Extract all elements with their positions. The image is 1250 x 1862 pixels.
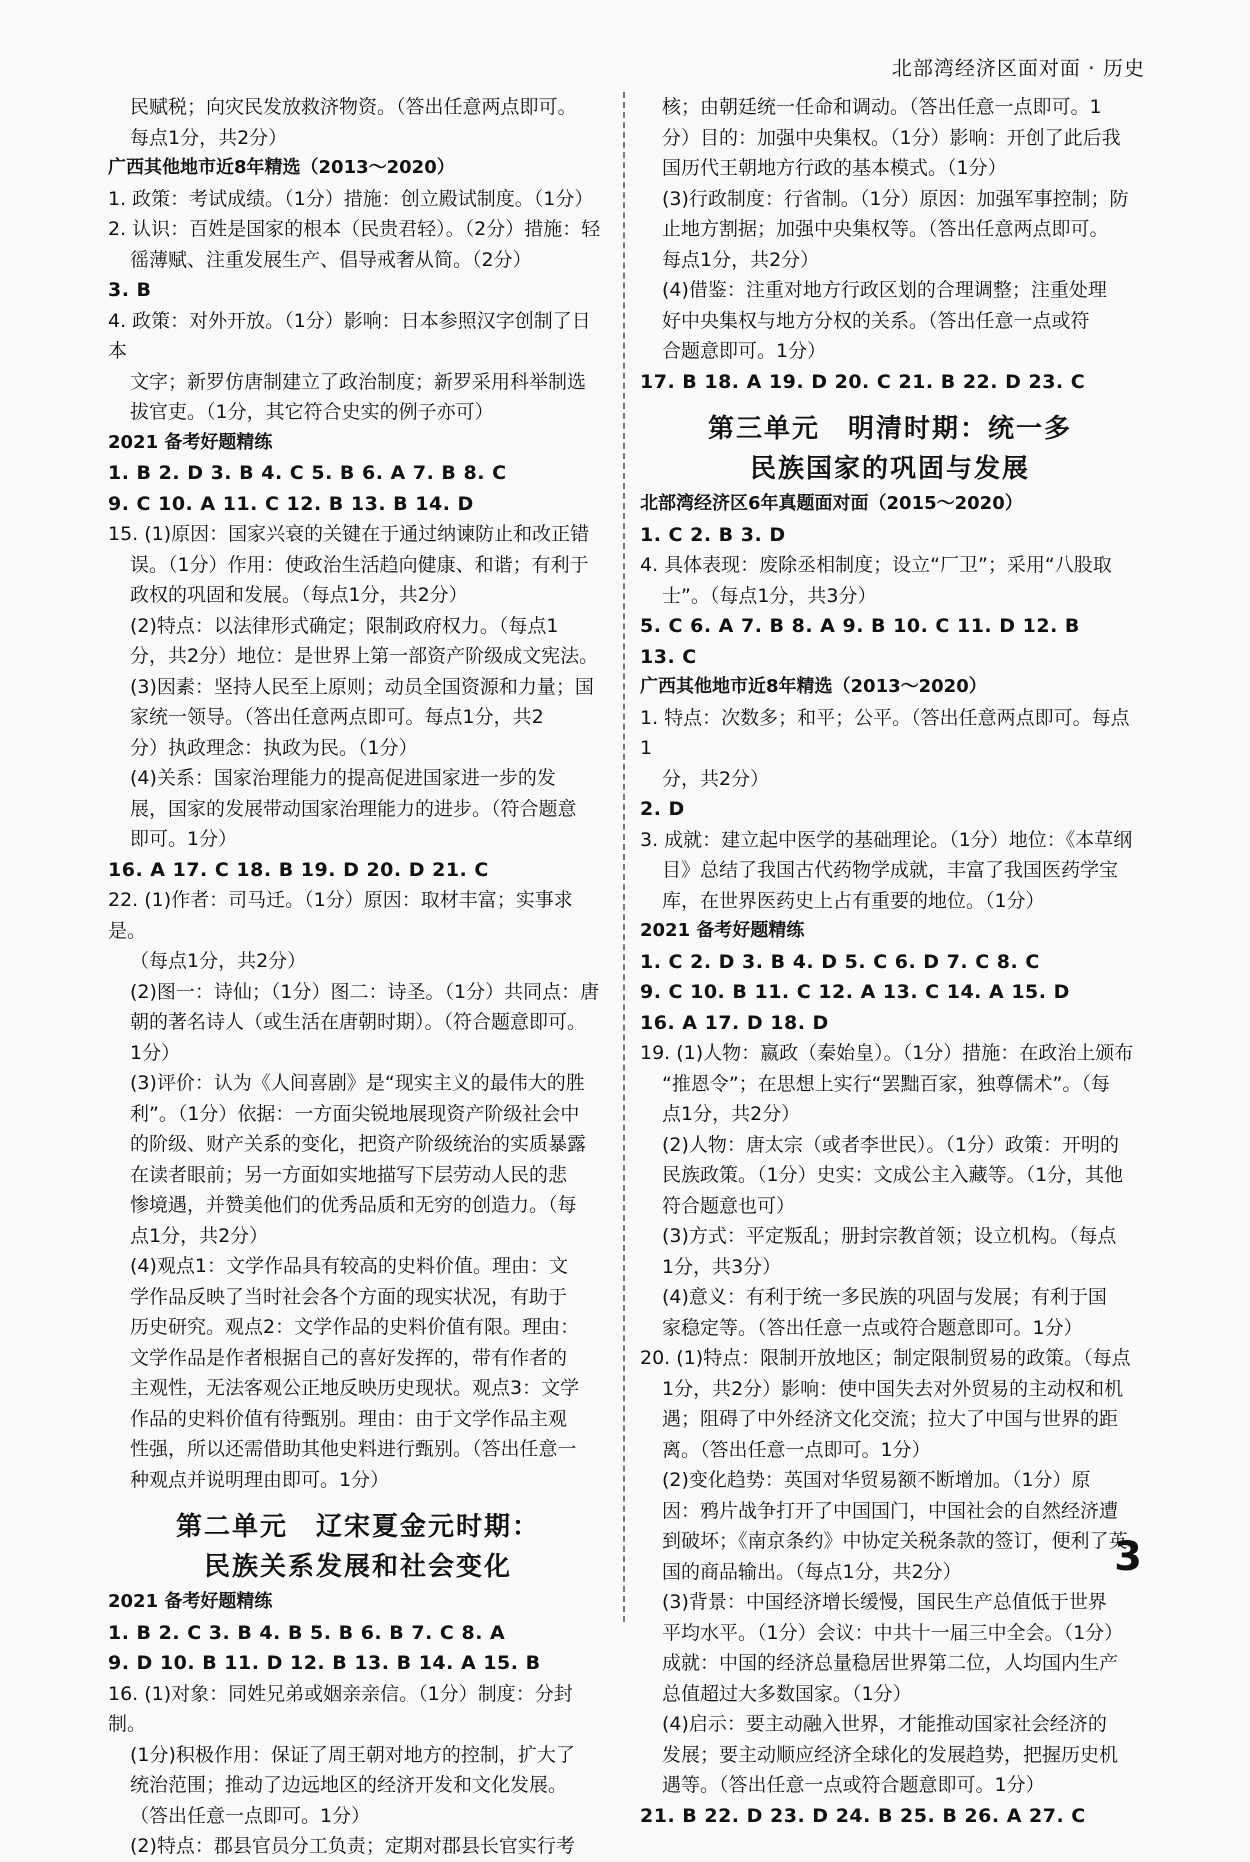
text-line: (4)启示：要主动融入世界，才能推动国家社会经济的 (662, 1713, 1107, 1735)
text-line: (2)特点：郡县官员分工负责；定期对郡县长官实行考 (130, 1835, 575, 1857)
text-line: 文字；新罗仿唐制建立了政治制度；新罗采用科举制选 (130, 370, 587, 393)
text-line: （每点1分，共2分） (130, 950, 307, 972)
text-line: 3. 成就：建立起中医学的基础理论。（1分）地位：《本草纲 (640, 828, 1133, 851)
left-column (108, 92, 608, 1862)
section-heading: 2021 备考好题精练 (108, 1591, 273, 1612)
text-line: 发展；要主动顺应经济全球化的发展趋势，把握历史机 (662, 1743, 1119, 1766)
text-line: 作品的史料价值有待甄别。理由：由于文学作品主观 (130, 1407, 568, 1430)
text-line: 点1分，共2分） (130, 1224, 269, 1247)
text-line: 1. 特点：次数多；和平；公平。（答出任意两点即可。每点1 (640, 706, 1130, 759)
text-line: 3. B (108, 279, 152, 301)
text-line: 1. C 2. B 3. D (640, 523, 786, 546)
text-line: 利”。（1分）依据：一方面尖锐地展现资产阶级社会中 (130, 1102, 580, 1125)
text-line: 遇；阻碍了中外经济文化交流；拉大了中国与世界的距 (662, 1408, 1119, 1430)
text-line: 5. C 6. A 7. B 8. A 9. B 10. C 11. D 12. B (640, 615, 1080, 637)
text-line: (3)背景：中国经济增长缓慢，国民生产总值低于世界 (662, 1591, 1107, 1613)
text-line: 13. C (640, 645, 697, 668)
text-line: (2)人物：唐太宗（或者李世民）。（1分）政策：开明的 (662, 1133, 1120, 1156)
section-title: 第二单元 辽宋夏金元时期： (175, 1512, 540, 1542)
text-line: 16. A 17. C 18. B 19. D 20. D 21. C (108, 858, 489, 881)
text-line: 国历代王朝地方行政的基本模式。（1分） (662, 157, 1007, 179)
text-line: 拔官吏。（1分，其它符合史实的例子亦可） (130, 401, 494, 423)
section-title: 民族关系发展和社会变化 (203, 1552, 512, 1582)
section-heading: 广西其他地市近8年精选（2013～2020） (108, 157, 455, 178)
text-line: 主观性，无法客观公正地反映历史现状。观点3：文学 (130, 1377, 580, 1399)
section-heading: 广西其他地市近8年精选（2013～2020） (640, 676, 987, 697)
text-line: 9. C 10. A 11. C 12. B 13. B 14. D (108, 492, 474, 515)
text-line: 民赋税；向灾民发放救济物资。（答出任意两点即可。 (130, 96, 577, 118)
text-line: 9. C 10. B 11. C 12. A 13. C 14. A 15. D (640, 981, 1070, 1003)
text-line: (2)变化趋势：英国对华贸易额不断增加。（1分）原 (662, 1469, 1091, 1491)
text-line: 分）目的：加强中央集权。（1分）影响：开创了此后我 (662, 126, 1121, 149)
text-line: 16. A 17. D 18. D (640, 1011, 829, 1034)
text-line: 止地方割据；加强中央集权等。（答出任意两点即可。 (662, 218, 1109, 240)
text-line: 每点1分，共2分） (662, 248, 820, 271)
text-line: 点1分，共2分） (662, 1103, 801, 1125)
text-line: 16. (1)对象：同姓兄弟或姻亲亲信。（1分）制度：分封制。 (108, 1682, 573, 1735)
text-line: 4. 具体表现：废除丞相制度；设立“厂卫”；采用“八股取 (640, 554, 1112, 576)
text-line: 遇等。（答出任意一点或符合题意即可。1分） (662, 1774, 1045, 1796)
text-line: (2)特点：以法律形式确定；限制政府权力。（每点1 (130, 614, 559, 637)
section-heading: 2021 备考好题精练 (640, 920, 805, 941)
text-line: 士”。（每点1分，共3分） (662, 584, 877, 607)
text-line: 学作品反映了当时社会各个方面的现实状况，有助于 (130, 1285, 568, 1308)
text-line: 因：鸦片战争打开了中国国门，中国社会的自然经济遭 (662, 1499, 1119, 1522)
text-line: 分，共2分）地位：是世界上第一部资产阶级成文宪法。 (130, 645, 599, 667)
text-line: 在读者眼前；另一方面如实地描写下层劳动人民的悲 (130, 1163, 568, 1186)
text-line: 离。（答出任意一点即可。1分） (662, 1438, 931, 1461)
text-line: 总值超过大多数国家。（1分） (662, 1682, 912, 1705)
text-line: 1分） (130, 1041, 181, 1064)
text-line: （答出任意一点即可。1分） (130, 1804, 371, 1827)
text-line: 15. (1)原因：国家兴衰的关键在于通过纳谏防止和改正错 (108, 523, 590, 545)
text-line: 到破坏；《南京条约》中协定关税条款的签订，便利了英 (662, 1530, 1128, 1552)
text-line: 17. B 18. A 19. D 20. C 21. B 22. D 23. C (640, 370, 1086, 393)
text-line: 分，共2分） (662, 767, 770, 790)
text-line: 分）执政理念：执政为民。（1分） (130, 736, 418, 759)
text-line: (1分)积极作用：保证了周王朝对地方的控制，扩大了 (130, 1743, 575, 1766)
text-line: 文学作品是作者根据自己的喜好发挥的，带有作者的 (130, 1346, 568, 1369)
text-line: 符合题意也可） (662, 1194, 796, 1217)
text-line: 朝的著名诗人（或生活在唐朝时期）。（符合题意即可。 (130, 1011, 587, 1033)
text-line: 20. (1)特点：限制开放地区；制定限制贸易的政策。（每点 (640, 1347, 1131, 1369)
text-line: 核；由朝廷统一任命和调动。（答出任意一点即可。1 (662, 96, 1102, 118)
text-line: 家稳定等。（答出任意一点或符合题意即可。1分） (662, 1316, 1083, 1339)
text-line: 即可。1分） (130, 828, 238, 850)
page-header: 北部湾经济区面对面 · 历史 (891, 56, 1145, 80)
text-line: 1. 政策：考试成绩。（1分）措施：创立殿试制度。（1分） (108, 187, 594, 210)
text-line: 22. (1)作者：司马迁。（1分）原因：取材丰富；实事求是。 (108, 889, 573, 942)
text-line: “推恩令”；在思想上实行“罢黜百家，独尊儒术”。（每 (662, 1072, 1110, 1095)
text-line: 2. 认识：百姓是国家的根本（民贵君轻）。（2分）措施：轻 (108, 218, 601, 240)
text-line: 1. C 2. D 3. B 4. D 5. C 6. D 7. C 8. C (640, 950, 1040, 973)
text-line: 家统一领导。（答出任意两点即可。每点1分，共2 (130, 706, 544, 728)
text-line: 性强，所以还需借助其他史料进行甄别。（答出任意一 (130, 1438, 577, 1460)
section-title: 第三单元 明清时期：统一多 (707, 414, 1072, 444)
text-line: 展，国家的发展带动国家治理能力的进步。（符合题意 (130, 797, 577, 820)
text-line: 1. B 2. C 3. B 4. B 5. B 6. B 7. C 8. A (108, 1621, 506, 1644)
text-line: 4. 政策：对外开放。（1分）影响：日本参照汉字创制了日本 (108, 309, 591, 362)
text-line: 1分，共2分）影响：使中国失去对外贸易的主动权和机 (662, 1377, 1124, 1400)
page-number: 3 (1114, 1534, 1142, 1580)
section-heading: 2021 备考好题精练 (108, 431, 273, 453)
text-line: 误。（1分）作用：使政治生活趋向健康、和谐；有利于 (130, 553, 589, 576)
text-line: 每点1分，共2分） (130, 126, 288, 149)
text-line: (2)图一：诗仙；（1分）图二：诗圣。（1分）共同点：唐 (130, 980, 600, 1003)
text-line: (3)因素：坚持人民至上原则；动员全国资源和力量；国 (130, 675, 594, 698)
text-line: 政权的巩固和发展。（每点1分，共2分） (130, 584, 468, 606)
text-line: 目》总结了我国古代药物学成就，丰富了我国医药学宝 (662, 859, 1119, 881)
text-line: 的阶级、财产关系的变化，把资产阶级统治的实质暴露 (130, 1133, 587, 1155)
text-line: 国的商品输出。（每点1分，共2分） (662, 1560, 962, 1583)
text-line: (4)观点1：文学作品具有较高的史料价值。理由：文 (130, 1255, 569, 1277)
text-line: 历史研究。观点2：文学作品的史料价值有限。理由： (130, 1316, 580, 1338)
text-line: 库，在世界医药史上占有重要的地位。（1分） (662, 889, 1045, 912)
text-line: (3)行政制度：行省制。（1分）原因：加强军事控制；防 (662, 187, 1129, 210)
text-line: 徭薄赋、注重发展生产、倡导戒奢从简。（2分） (130, 248, 532, 271)
section-heading: 北部湾经济区6年真题面对面（2015～2020） (640, 493, 1023, 514)
text-line: 统治范围；推动了边远地区的经济开发和文化发展。 (130, 1774, 568, 1796)
text-line: 19. (1)人物：嬴政（秦始皇）。（1分）措施：在政治上颁布 (640, 1042, 1134, 1064)
text-line: 平均水平。（1分）会议：中共十一届三中全会。（1分） (662, 1621, 1124, 1644)
text-line: (3)方式：平定叛乱；册封宗教首领；设立机构。（每点 (662, 1225, 1117, 1247)
text-line: 好中央集权与地方分权的关系。（答出任意一点或符 (662, 309, 1090, 332)
text-line: 9. D 10. B 11. D 12. B 13. B 14. A 15. B (108, 1652, 541, 1674)
text-line: 合题意即可。1分） (662, 340, 827, 362)
text-line: 1. B 2. D 3. B 4. C 5. B 6. A 7. B 8. C (108, 462, 507, 484)
text-line: 种观点并说明理由即可。1分） (130, 1468, 390, 1491)
right-column (640, 92, 1140, 1831)
text-line: (4)关系：国家治理能力的提高促进国家进一步的发 (130, 767, 556, 789)
section-title: 民族国家的巩固与发展 (749, 454, 1030, 484)
text-line: 成就：中国的经济总量稳居世界第二位，人均国内生产 (662, 1652, 1119, 1674)
column-divider (623, 92, 625, 1622)
text-line: 惨境遇，并赞美他们的优秀品质和无穷的创造力。（每 (130, 1194, 577, 1216)
text-line: 民族政策。（1分）史实：文成公主入藏等。（1分，其他 (662, 1164, 1124, 1186)
text-line: 2. D (640, 798, 685, 820)
text-line: 1分，共3分） (662, 1255, 782, 1278)
text-line: (3)评价：认为《人间喜剧》是“现实主义的最伟大的胜 (130, 1072, 585, 1094)
text-line: 21. B 22. D 23. D 24. B 25. B 26. A 27. C (640, 1804, 1086, 1827)
text-line: (4)意义：有利于统一多民族的巩固与发展；有利于国 (662, 1286, 1107, 1308)
text-line: (4)借鉴：注重对地方行政区划的合理调整；注重处理 (662, 279, 1107, 301)
